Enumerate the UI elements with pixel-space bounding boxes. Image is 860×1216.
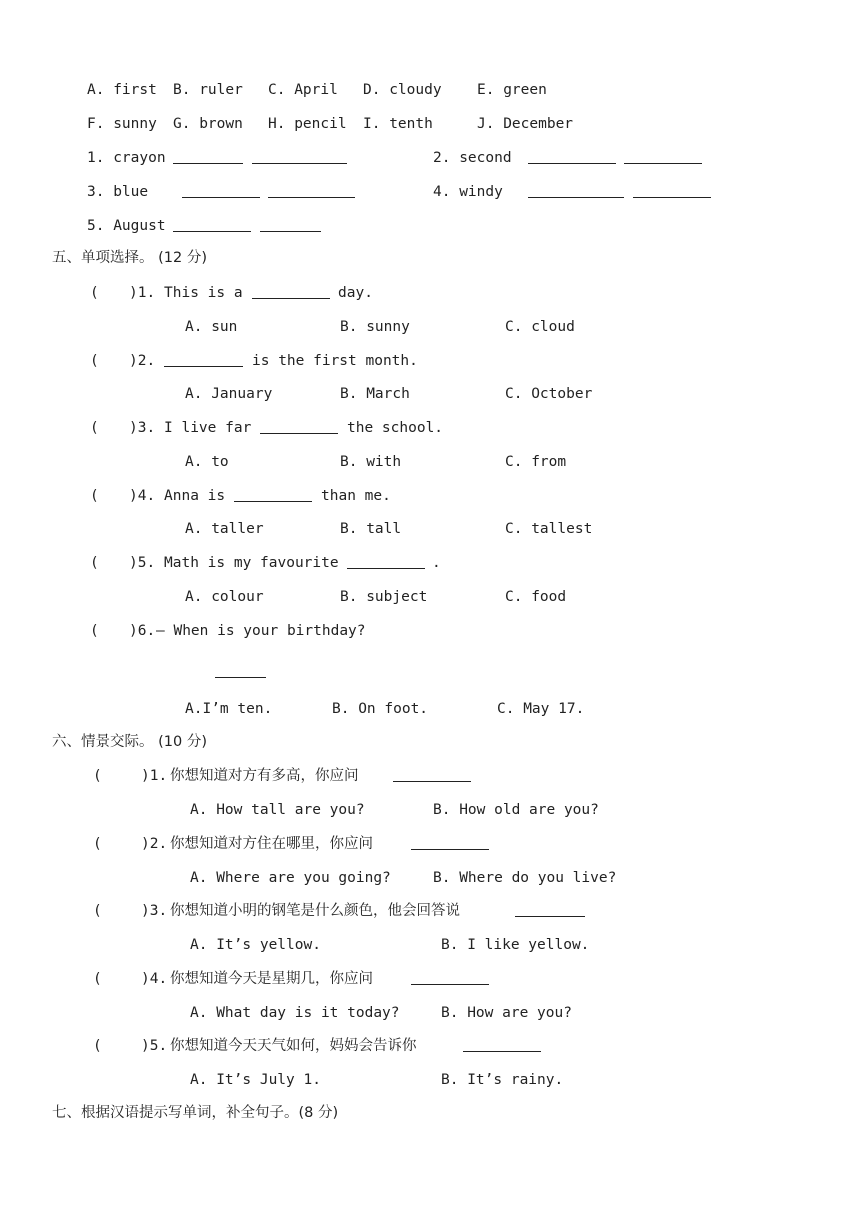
question-number: )1.: [129, 285, 156, 301]
question-number: )6.: [129, 623, 156, 639]
option-b: B. I like yellow.: [441, 937, 590, 953]
question-prompt: 你想知道对方有多高，你应问: [170, 768, 359, 784]
word-bank-h: H. pencil: [268, 116, 347, 132]
classify-item-3: 3. blue: [87, 184, 149, 200]
answer-blank[interactable]: [215, 663, 266, 678]
option-b: B. subject: [340, 589, 428, 605]
classify-item-1: 1. crayon: [87, 150, 166, 166]
answer-paren[interactable]: (: [90, 555, 99, 571]
answer-blank[interactable]: [182, 183, 260, 198]
option-c: C. cloud: [505, 319, 575, 335]
answer-paren[interactable]: (: [93, 903, 102, 919]
question-number: )5.: [141, 1038, 168, 1054]
answer-blank[interactable]: [411, 970, 489, 985]
word-bank-b: B. ruler: [173, 82, 243, 98]
question-text: is the first month.: [252, 353, 418, 369]
option-a: A. What day is it today?: [190, 1005, 400, 1021]
option-c: C. October: [505, 386, 593, 402]
word-bank-e: E. green: [477, 82, 547, 98]
answer-blank[interactable]: [260, 419, 338, 434]
option-a: A.I’m ten.: [185, 701, 273, 717]
option-a: A. taller: [185, 521, 264, 537]
answer-blank[interactable]: [173, 217, 251, 232]
question-number: )2.: [129, 353, 156, 369]
option-a: A. It’s yellow.: [190, 937, 321, 953]
classify-item-2: 2. second: [433, 150, 512, 166]
answer-blank[interactable]: [463, 1037, 541, 1052]
option-b: B. tall: [340, 521, 402, 537]
question-prompt: 你想知道今天是星期几，你应问: [170, 971, 373, 987]
answer-blank[interactable]: [633, 183, 711, 198]
answer-blank[interactable]: [234, 487, 312, 502]
question-prompt: 你想知道小明的钢笔是什么颜色，他会回答说: [170, 903, 460, 919]
option-b: B. How old are you?: [433, 802, 599, 818]
option-a: A. to: [185, 454, 229, 470]
option-b: B. Where do you live?: [433, 870, 617, 886]
question-number: )4.: [129, 488, 156, 504]
option-c: C. May 17.: [497, 701, 585, 717]
question-text: day.: [338, 285, 373, 301]
option-b: B. sunny: [340, 319, 410, 335]
word-bank-i: I. tenth: [363, 116, 433, 132]
answer-paren[interactable]: (: [90, 488, 99, 504]
word-bank-j: J. December: [477, 116, 574, 132]
question-number: )4.: [141, 971, 168, 987]
section-5-heading: 五、单项选择。 (12 分): [52, 250, 207, 266]
option-c: C. from: [505, 454, 567, 470]
option-a: A. sun: [185, 319, 238, 335]
question-prompt: 你想知道今天天气如何，妈妈会告诉你: [170, 1038, 417, 1054]
option-a: A. January: [185, 386, 273, 402]
answer-blank[interactable]: [260, 217, 321, 232]
answer-paren[interactable]: (: [90, 420, 99, 436]
word-bank-d: D. cloudy: [363, 82, 442, 98]
option-a: A. It’s July 1.: [190, 1072, 321, 1088]
question-text: than me.: [321, 488, 391, 504]
answer-paren[interactable]: (: [90, 623, 99, 639]
question-number: )5.: [129, 555, 156, 571]
answer-paren[interactable]: (: [90, 285, 99, 301]
question-number: )2.: [141, 836, 168, 852]
question-prompt: 你想知道对方住在哪里，你应问: [170, 836, 373, 852]
question-number: )3.: [141, 903, 168, 919]
word-bank-c: C. April: [268, 82, 338, 98]
option-b: B. How are you?: [441, 1005, 572, 1021]
answer-blank[interactable]: [173, 149, 243, 164]
option-b: B. with: [340, 454, 402, 470]
question-text: — When is your birthday?: [156, 623, 366, 639]
section-6-heading: 六、情景交际。 (10 分): [52, 734, 207, 750]
question-text: I live far: [164, 420, 252, 436]
question-text: Anna is: [164, 488, 226, 504]
answer-blank[interactable]: [411, 835, 489, 850]
option-a: A. How tall are you?: [190, 802, 365, 818]
section-7-heading: 七、根据汉语提示写单词，补全句子。(8 分): [52, 1105, 339, 1121]
option-c: C. food: [505, 589, 567, 605]
option-b: B. On foot.: [332, 701, 429, 717]
answer-blank[interactable]: [164, 352, 243, 367]
option-a: A. colour: [185, 589, 264, 605]
answer-blank[interactable]: [268, 183, 355, 198]
option-a: A. Where are you going?: [190, 870, 391, 886]
question-number: )3.: [129, 420, 156, 436]
option-b: B. March: [340, 386, 410, 402]
classify-item-4: 4. windy: [433, 184, 503, 200]
answer-blank[interactable]: [528, 149, 616, 164]
answer-blank[interactable]: [515, 902, 585, 917]
word-bank-f: F. sunny: [87, 116, 157, 132]
option-b: B. It’s rainy.: [441, 1072, 564, 1088]
question-text: .: [432, 555, 441, 571]
answer-blank[interactable]: [528, 183, 624, 198]
question-number: )1.: [141, 768, 168, 784]
word-bank-g: G. brown: [173, 116, 243, 132]
answer-paren[interactable]: (: [93, 836, 102, 852]
answer-blank[interactable]: [624, 149, 702, 164]
answer-paren[interactable]: (: [93, 768, 102, 784]
answer-blank[interactable]: [252, 149, 347, 164]
option-c: C. tallest: [505, 521, 593, 537]
answer-blank[interactable]: [347, 554, 425, 569]
word-bank-a: A. first: [87, 82, 157, 98]
answer-paren[interactable]: (: [93, 971, 102, 987]
answer-blank[interactable]: [393, 767, 471, 782]
answer-blank[interactable]: [252, 284, 330, 299]
classify-item-5: 5. August: [87, 218, 166, 234]
question-text: Math is my favourite: [164, 555, 339, 571]
answer-paren[interactable]: (: [93, 1038, 102, 1054]
question-text: the school.: [347, 420, 444, 436]
question-text: This is a: [164, 285, 243, 301]
answer-paren[interactable]: (: [90, 353, 99, 369]
